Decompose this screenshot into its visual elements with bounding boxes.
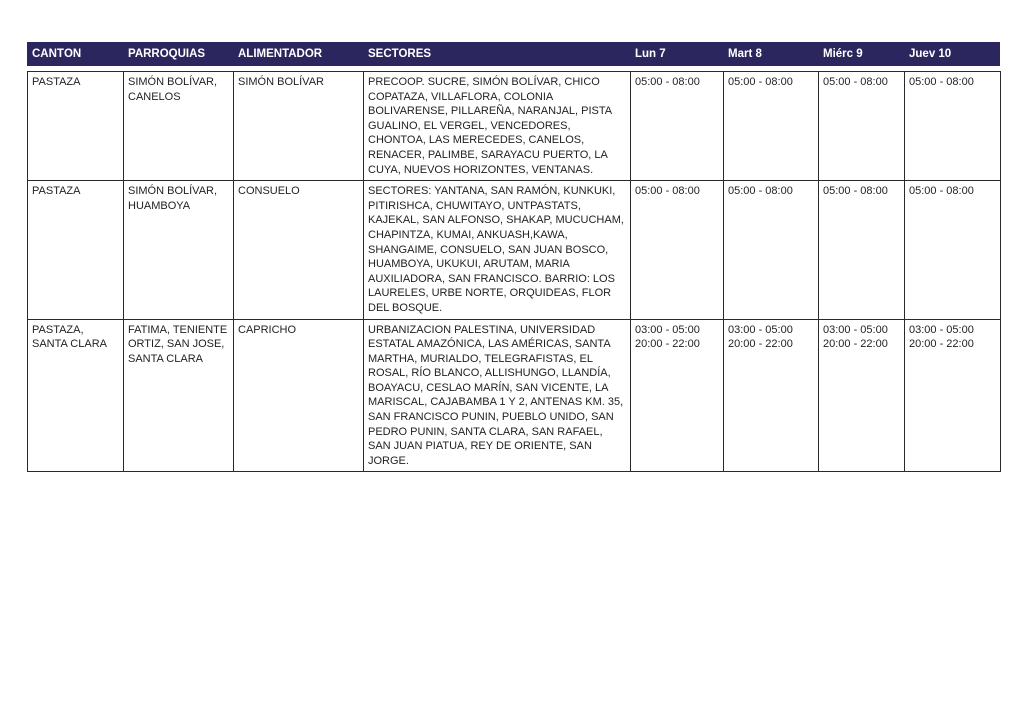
time-slot: 05:00 - 08:00 [909,185,974,198]
table-row [28,72,1001,181]
time-slot: 05:00 - 08:00 [728,185,793,198]
cell-schedule-day2 [724,181,819,319]
header-day-1: Lun 7 [635,48,666,60]
time-slot: 05:00 - 08:00 [909,76,974,88]
time-slot: 20:00 - 22:00 [823,338,888,351]
header-day-3: Miérc 9 [823,48,863,60]
cell-schedule-day3 [819,181,905,319]
cell-schedule-day3 [819,319,905,472]
header-day-4: Juev 10 [909,48,952,60]
table-row [28,181,1001,319]
time-slot: 20:00 - 22:00 [635,338,700,351]
header-parroquias: PARROQUIAS [128,48,206,60]
cell-canton: PASTAZA [28,181,124,319]
cell-schedule-day4 [905,181,1001,319]
header-canton: CANTÓN [32,48,82,60]
time-slot: 03:00 - 05:00 [909,323,974,336]
time-slot: 03:00 - 05:00 [823,323,888,336]
time-slot: 03:00 - 05:00 [635,323,700,336]
cell-alimentador: SIMÓN BOLÍVAR [234,72,364,181]
header-sectores: SECTORES [368,48,432,60]
cell-canton: PASTAZA, SANTA CLARA [28,319,124,472]
cell-schedule-day2 [724,319,819,472]
cell-sectores: URBANIZACION PALESTINA, UNIVERSIDAD ESTATAL AMAZÓNICA, LAS AMÉRICAS, SANTA MARTHA, MURIALDO, TELEGRAFISTAS, EL ROSAL, RÍO BLANCO, ALLISHUNGO, LLANDÍA, BOAYACU, CESLAO MARÍN, SAN VICENTE, LA MARISCAL, CAJABAMBA 1 Y 2, ANTENAS KM. 35, SAN FRANCISCO PUNIN, PUEBLO UNIDO, SAN PEDRO PUNIN, SANTA CLARA, SAN RAFAEL, SAN JUAN PIATUA, REY DE ORIENTE, SAN JORGE. [364,319,631,472]
schedule-table [27,71,1001,472]
time-slot: 05:00 - 08:00 [823,76,888,88]
cell-schedule-day1 [631,319,724,472]
table-header-bar [27,42,1000,66]
cell-canton: PASTAZA [28,72,124,181]
cell-schedule-day1 [631,72,724,181]
outage-schedule-page [27,42,1000,472]
cell-schedule-day2 [724,72,819,181]
time-slot: 05:00 - 08:00 [635,185,700,198]
cell-parroquias: SIMÓN BOLÍVAR, CANELOS [124,72,234,181]
time-slot: 05:00 - 08:00 [823,185,888,198]
cell-alimentador: CAPRICHO [234,319,364,472]
header-day-2: Mart 8 [728,48,762,60]
cell-schedule-day1 [631,181,724,319]
cell-parroquias: FATIMA, TENIENTE ORTIZ, SAN JOSE, SANTA CLARA [124,319,234,472]
table-row [28,319,1001,472]
time-slot: 05:00 - 08:00 [635,76,700,88]
cell-schedule-day4 [905,72,1001,181]
cell-sectores: PRECOOP. SUCRE, SIMÓN BOLÍVAR, CHICO COPATAZA, VILLAFLORA, COLONIA BOLIVARENSE, PILLAREÑA, NARANJAL, PISTA GUALINO, EL VERGEL, VENCEDORES, CHONTOA, LAS MERECEDES, CANELOS, RENACER, PALIMBE, SARAYACU PUERTO, LA CUYA, NUEVOS HORIZONTES, VENTANAS. [364,72,631,181]
header-alimentador: ALIMENTADOR [238,48,323,60]
cell-alimentador: CONSUELO [234,181,364,319]
cell-sectores: SECTORES: YANTANA, SAN RAMÓN, KUNKUKI, PITIRISHCA, CHUWITAYO, UNTPASTATS, KAJEKAL, SAN ALFONSO, SHAKAP, MUCUCHAM, CHAPINTZA, KUMAI, ANKUASH,KAWA, SHANGAIME, CONSUELO, SAN JUAN BOSCO, HUAMBOYA, UKUKUI, ARUTAM, MARIA AUXILIADORA, SAN FRANCISCO. BARRIO: LOS LAURELES, URBE NORTE, ORQUIDEAS, FLOR DEL BOSQUE. [364,181,631,319]
cell-parroquias: SIMÓN BOLÍVAR, HUAMBOYA [124,181,234,319]
time-slot: 20:00 - 22:00 [728,338,793,351]
time-slot: 03:00 - 05:00 [728,323,793,336]
cell-schedule-day3 [819,72,905,181]
time-slot: 20:00 - 22:00 [909,338,974,351]
time-slot: 05:00 - 08:00 [728,76,793,88]
cell-schedule-day4 [905,319,1001,472]
